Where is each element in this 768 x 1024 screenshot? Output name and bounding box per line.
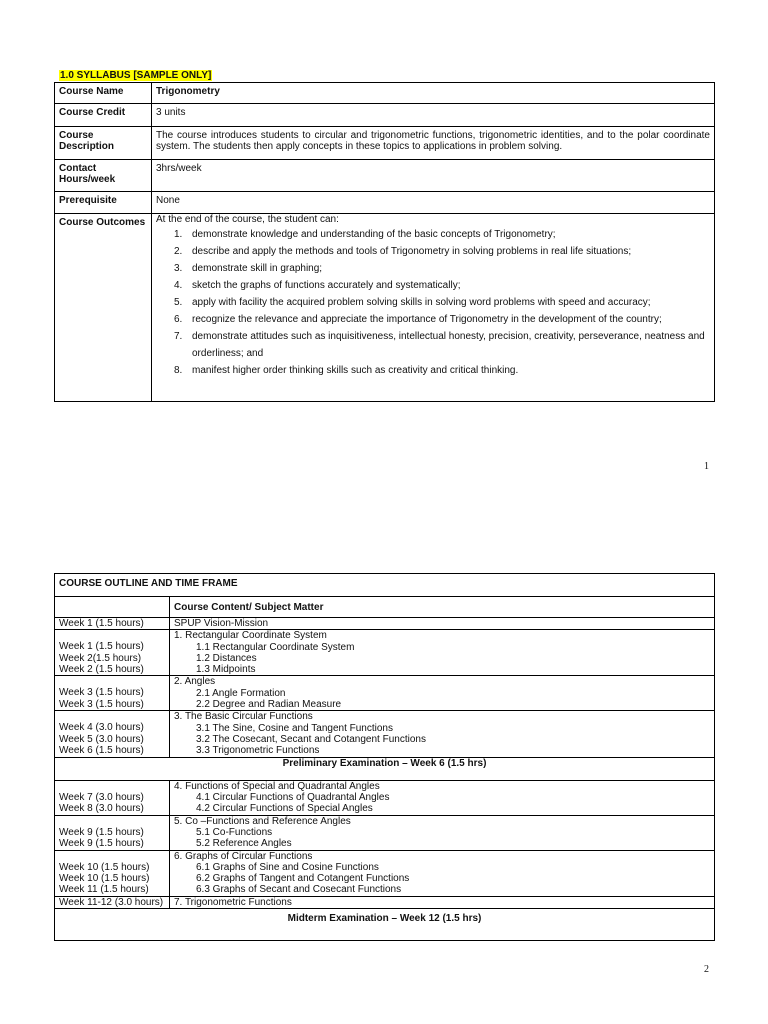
outline-row: [55, 850, 715, 896]
row-outcomes: [55, 214, 715, 402]
outline-title: COURSE OUTLINE AND TIME FRAME: [55, 574, 715, 597]
outline-row: [55, 896, 715, 908]
outline-row: [55, 676, 715, 711]
row-contact-hours: [55, 160, 715, 192]
course-credit-label: Course Credit: [55, 104, 152, 127]
outcomes-intro: At the end of the course, the student can:: [156, 214, 339, 225]
week-cell: Week 3 (1.5 hours) Week 3 (1.5 hours): [55, 676, 170, 711]
outcomes-list: [156, 226, 710, 379]
content-cell: 2. Angles 2.1 Angle Formation 2.2 Degree and Radian Measure: [170, 676, 715, 711]
content-cell: 3. The Basic Circular Functions 3.1 The Sine, Cosine and Tangent Functions 3.2 The Cosecant, Secant and Cotangent Functions 3.3 Trigonometric Functions: [170, 711, 715, 757]
prerequisite-value: None: [152, 192, 715, 214]
row-course-name: [55, 83, 715, 104]
prerequisite-label: Prerequisite: [55, 192, 152, 214]
description-value: The course introduces students to circular and trigonometric functions, trigonometric identities, and to the polar coordinate system. The students then apply concepts in these topics to applications in problem solving.: [152, 127, 715, 160]
content-cell: 5. Co –Functions and Reference Angles 5.1 Co-Functions 5.2 Reference Angles: [170, 815, 715, 850]
outline-title-row: [55, 574, 715, 597]
outline-row: [55, 815, 715, 850]
outcome-item: 3. demonstrate skill in graphing;: [174, 263, 323, 274]
outline-row: [55, 618, 715, 630]
midterm-exam: Midterm Examination – Week 12 (1.5 hrs): [55, 909, 715, 941]
week-cell: Week 4 (3.0 hours) Week 5 (3.0 hours) Week 6 (1.5 hours): [55, 711, 170, 757]
week-cell: Week 1 (1.5 hours): [55, 618, 170, 630]
week-cell: Week 7 (3.0 hours) Week 8 (3.0 hours): [55, 780, 170, 815]
outline-row: [55, 780, 715, 815]
content-cell: 4. Functions of Special and Quadrantal Angles 4.1 Circular Functions of Quadrantal Angles 4.2 Circular Functions of Special Angles: [170, 780, 715, 815]
row-description: [55, 127, 715, 160]
outline-row: [55, 711, 715, 757]
midterm-exam-row: [55, 909, 715, 941]
outline-row: [55, 630, 715, 676]
week-header-cell: [55, 597, 170, 618]
description-label: Course Description: [55, 127, 152, 160]
course-name-label: Course Name: [55, 83, 152, 104]
outcome-item: 8. manifest higher order thinking skills such as creativity and critical thinking.: [174, 365, 519, 376]
content-cell: 7. Trigonometric Functions: [170, 896, 715, 908]
course-name-value: Trigonometry: [152, 83, 715, 104]
syllabus-table: [54, 82, 715, 402]
outcomes-value: [152, 214, 715, 402]
outline-header-row: [55, 597, 715, 618]
outcome-item: 7. demonstrate attitudes such as inquisitiveness, intellectual honesty, precision, creativity, perseverance, neatness and orderliness; and: [174, 331, 705, 359]
week-cell: Week 9 (1.5 hours) Week 9 (1.5 hours): [55, 815, 170, 850]
content-cell: 6. Graphs of Circular Functions 6.1 Graphs of Sine and Cosine Functions 6.2 Graphs of Tangent and Cotangent Functions 6.3 Graphs of Secant and Cosecant Functions: [170, 850, 715, 896]
outcome-item: 4. sketch the graphs of functions accurately and systematically;: [174, 280, 461, 291]
content-header: Course Content/ Subject Matter: [170, 597, 715, 618]
outcomes-label: Course Outcomes: [55, 214, 152, 402]
outcome-item: 1. demonstrate knowledge and understanding of the basic concepts of Trigonometry;: [174, 229, 556, 240]
contact-hours-value: 3hrs/week: [152, 160, 715, 192]
outcome-item: 6. recognize the relevance and appreciate the importance of Trigonometry in the development of the country;: [174, 314, 662, 325]
prelim-exam-row: [55, 757, 715, 780]
course-outline-table: [54, 573, 715, 941]
outcome-item: 5. apply with facility the acquired problem solving skills in solving word problems with speed and accuracy;: [174, 297, 651, 308]
content-cell: SPUP Vision-Mission: [170, 618, 715, 630]
syllabus-heading: 1.0 SYLLABUS [SAMPLE ONLY]: [60, 70, 212, 81]
prelim-exam: Preliminary Examination – Week 6 (1.5 hrs): [55, 757, 715, 780]
outcome-item: 2. describe and apply the methods and tools of Trigonometry in solving problems in real life situations;: [174, 246, 632, 257]
contact-hours-label: Contact Hours/week: [55, 160, 152, 192]
week-cell: Week 1 (1.5 hours) Week 2(1.5 hours) Week 2 (1.5 hours): [55, 630, 170, 676]
course-credit-value: 3 units: [152, 104, 715, 127]
week-cell: Week 10 (1.5 hours) Week 10 (1.5 hours) Week 11 (1.5 hours): [55, 850, 170, 896]
row-prerequisite: [55, 192, 715, 214]
week-cell: Week 11-12 (3.0 hours): [55, 896, 170, 908]
content-cell: 1. Rectangular Coordinate System 1.1 Rectangular Coordinate System 1.2 Distances 1.3 Midpoints: [170, 630, 715, 676]
page-number: 1: [704, 461, 709, 472]
page-number: 2: [704, 964, 709, 975]
row-course-credit: [55, 104, 715, 127]
